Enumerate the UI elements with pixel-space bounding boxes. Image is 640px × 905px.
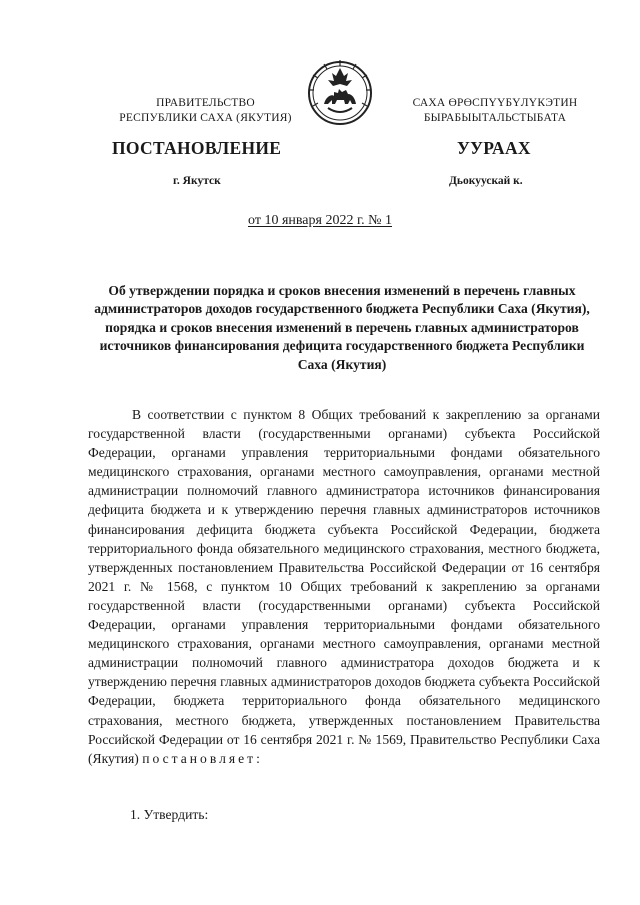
document-type-russian: ПОСТАНОВЛЕНИЕ: [112, 138, 282, 158]
header-right-line1: САХА ӨРӨСПҮҮБҮЛҮКЭТИН: [412, 97, 578, 109]
government-name-yakut: [395, 96, 595, 126]
coat-of-arms-icon: [304, 56, 376, 128]
item-1: 1. Утвердить:: [130, 807, 209, 822]
main-paragraph-text: В соответствии с пунктом 8 Общих требований к закреплению за органами государственной власти (государственными органами) субъекта Российской Федерации, органами управления территориальными фондами обязательного медицинского страхования, органами местного самоуправления, органами местной администрации полномочий главного администратора источников финансирования дефицита бюджета и к утверждению перечня главных администраторов источников финансирования дефицита бюджета субъекта Российской Федерации, бюджета территориального фонда обязательного медицинского страхования, местного бюджета, утвержденных постановлением Правительства Российской Федерации от 16 сентября 2021 г. № 1568, с пунктом 10 Общих требований к закреплению за органами государственной власти (государственными органами) субъекта Российской Федерации, органами управления территориальными фондами обязательного медицинского страхования, органами местного самоуправления, органами местной администрации полномочий главного администратора доходов бюджета и к утверждению перечня главных администраторов доходов бюджета субъекта Российской Федерации, бюджета территориального фонда обязательного медицинского страхования, местного бюджета, утвержденных постановлением Правительства Российской Федерации от 16 сентября 2021 г. № 1569, Правительство Республики Саха (Якутия): [88, 407, 600, 766]
document-subject: Об утверждении порядка и сроков внесения изменений в перечень главных администраторов доходов государственного бюджета Республики Саха (Якутия), порядка и сроков внесения изменений в перечень главных администраторов источников финансирования дефицита государственного бюджета Республики Саха (Якутия): [94, 283, 590, 372]
city-yakut: Дьокуускай к.: [449, 175, 523, 187]
date-and-number: [0, 213, 640, 229]
header-left-line1: ПРАВИТЕЛЬСТВО: [156, 97, 255, 109]
city-russian: г. Якутск: [173, 175, 221, 187]
header-right-line2: БЫРАБЫЫТАЛЬСТЫБАТА: [423, 112, 567, 124]
government-name-russian: [98, 96, 313, 126]
decree-word: постановляет:: [142, 750, 263, 766]
document-type-yakut: УУРААХ: [457, 138, 531, 158]
header-left-line2: РЕСПУБЛИКИ САХА (ЯКУТИЯ): [119, 112, 292, 124]
date-number-text: от 10 января 2022 г. № 1: [248, 213, 392, 228]
main-paragraph: [88, 405, 600, 768]
